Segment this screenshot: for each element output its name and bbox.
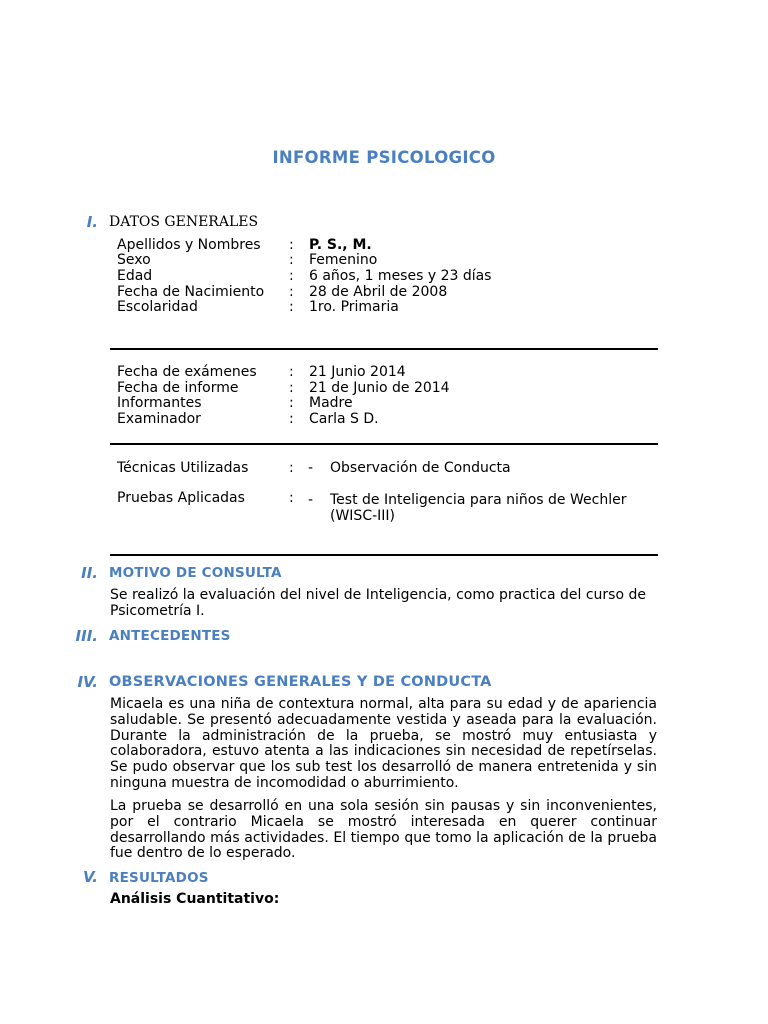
section-number-1: I. — [86, 213, 98, 231]
test-item-line1: Test de Inteligencia para niños de Wechler — [330, 492, 627, 508]
field-value-age: 6 años, 1 meses y 23 días — [309, 268, 492, 284]
resultados-subheading: Análisis Cuantitativo: — [110, 891, 280, 907]
field-value-report-date: 21 de Junio de 2014 — [309, 380, 450, 396]
field-colon: : — [289, 380, 294, 396]
motivo-paragraph: Se realizó la evaluación del nivel de Inteligencia, como practica del curso de Psicometría I. — [110, 587, 646, 619]
field-label: Informantes — [117, 395, 202, 411]
field-value-exam-date: 21 Junio 2014 — [309, 364, 406, 380]
report-title: INFORME PSICOLOGICO — [272, 148, 496, 167]
field-label: Sexo — [117, 252, 151, 268]
field-colon: : — [289, 268, 294, 284]
field-colon: : — [289, 395, 294, 411]
field-colon: : — [289, 284, 294, 300]
field-label: Fecha de informe — [117, 380, 239, 396]
observaciones-paragraph-1: Micaela es una niña de contextura normal, alta para su edad y de apariencia saludable. Se presentó adecuadamente vestida y aseada para la evaluación. Durante la administración de la prueba, se mostró muy entusiasta y colaboradora, estuvo atenta a las indicaciones sin necesidad de repetírselas. Se pudo observar que los sub test los desarrolló de manera entretenida y sin ninguna muestra de incomodidad o aburrimiento. — [110, 696, 657, 791]
field-value-informants: Madre — [309, 395, 353, 411]
techniques-label: Técnicas Utilizadas — [117, 460, 249, 476]
section-number-4: IV. — [77, 673, 98, 691]
section-number-2: II. — [81, 564, 98, 582]
divider — [110, 348, 658, 350]
section-number-3: III. — [75, 627, 98, 645]
test-item-line2: (WISC-III) — [330, 508, 395, 524]
section-number-5: V. — [83, 868, 98, 886]
field-colon: : — [289, 364, 294, 380]
field-colon: : — [289, 299, 294, 315]
list-dash: - — [308, 492, 314, 508]
field-colon: : — [289, 490, 294, 506]
field-value-schooling: 1ro. Primaria — [309, 299, 399, 315]
observaciones-paragraph-2: La prueba se desarrolló en una sola sesión sin pausas y sin inconvenientes, por el contrario Micaela se mostró interesada en querer continuar desarrollando más actividades. El tiempo que tomo la aplicación de la prueba fue dentro de lo esperado. — [110, 798, 657, 862]
field-colon: : — [289, 411, 294, 427]
field-label: Fecha de exámenes — [117, 364, 257, 380]
section-heading-motivo: MOTIVO DE CONSULTA — [109, 565, 282, 581]
tests-label: Pruebas Aplicadas — [117, 490, 245, 506]
field-label: Edad — [117, 268, 153, 284]
field-colon: : — [289, 460, 294, 476]
section-heading-antecedentes: ANTECEDENTES — [109, 628, 231, 644]
section-heading-datos-generales: DATOS GENERALES — [109, 214, 259, 230]
technique-item: Observación de Conducta — [330, 460, 511, 476]
section-heading-resultados: RESULTADOS — [109, 870, 209, 886]
field-label: Fecha de Nacimiento — [117, 284, 265, 300]
field-colon: : — [289, 237, 294, 253]
field-value-birthdate: 28 de Abril de 2008 — [309, 284, 448, 300]
field-value-name: P. S., M. — [309, 237, 372, 253]
section-heading-observaciones: OBSERVACIONES GENERALES Y DE CONDUCTA — [109, 674, 492, 690]
field-colon: : — [289, 252, 294, 268]
field-label: Escolaridad — [117, 299, 198, 315]
field-label: Examinador — [117, 411, 201, 427]
divider — [110, 554, 658, 556]
divider — [110, 443, 658, 445]
field-value-examiner: Carla S D. — [309, 411, 379, 427]
field-label: Apellidos y Nombres — [117, 237, 261, 253]
list-dash: - — [308, 460, 314, 476]
field-value-sex: Femenino — [309, 252, 378, 268]
